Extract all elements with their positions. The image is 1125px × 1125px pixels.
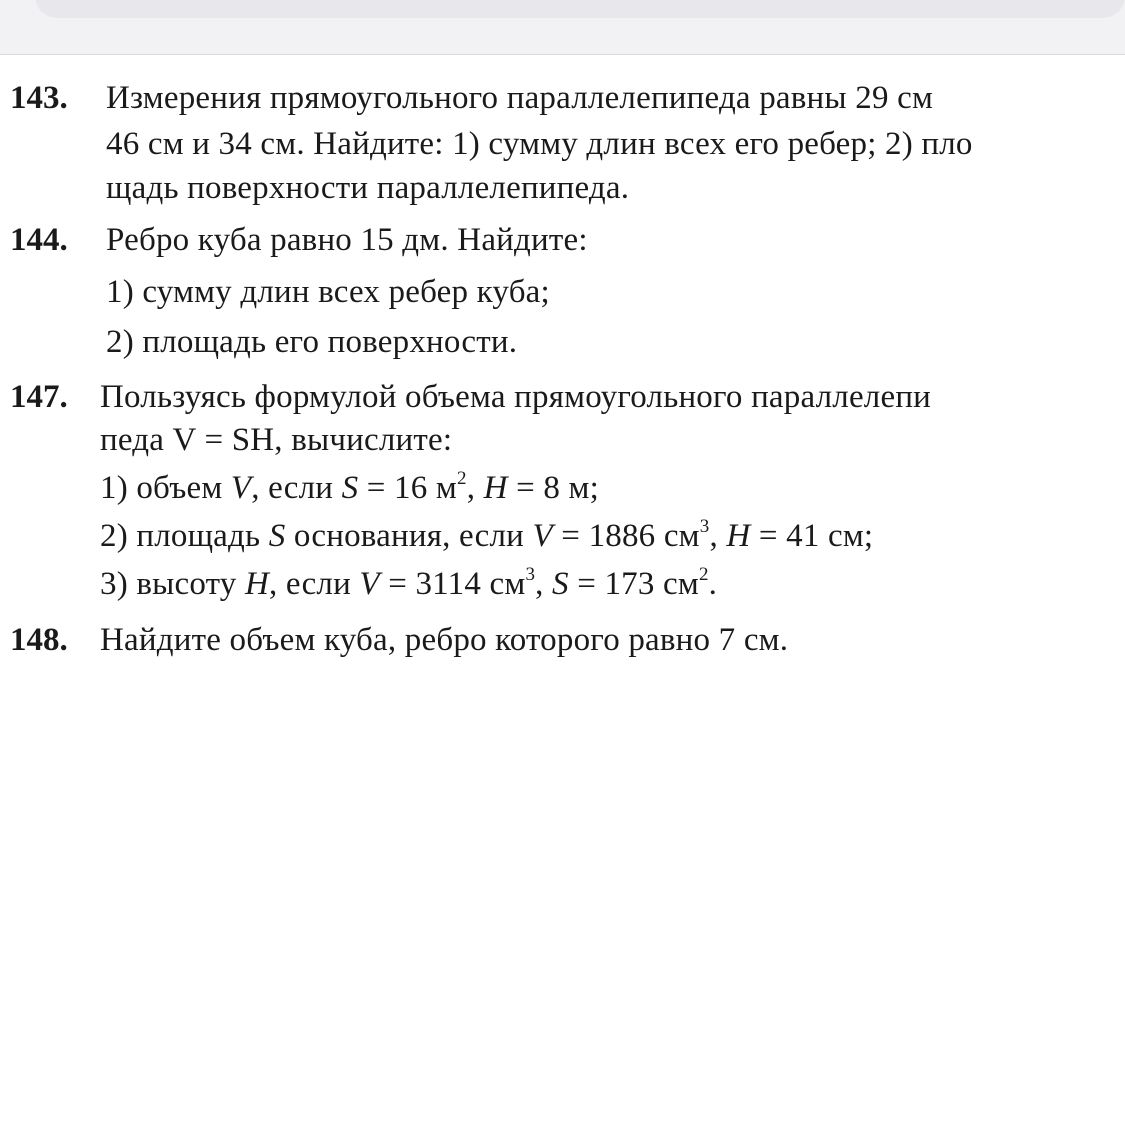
problem-number-144: 144. — [10, 222, 68, 258]
problem-147-line-1: Пользуясь формулой объема прямоугольного параллелепи — [100, 379, 932, 415]
problem-144-item-1: 1) сумму длин всех ребер куба; — [106, 274, 550, 310]
problem-number-147: 147. — [10, 379, 68, 415]
problem-148-line-1: Найдите объем куба, ребро которого равно 7 см. — [100, 622, 789, 658]
problem-147-item-1: 1) объем V, если S = 16 $м^2$, H = 8 м; — [100, 467, 599, 506]
problem-144-line-1: Ребро куба равно 15 дм. Найдите: — [106, 222, 588, 258]
problem-144-item-2: 2) площадь его поверхности. — [106, 324, 518, 360]
problem-number-143: 143. — [10, 80, 68, 116]
problem-number-148: 148. — [10, 622, 68, 658]
problem-147-item-2: 2) площадь S основания, если V = 1886 $см^3$, H = 41 см; — [100, 515, 874, 554]
problem-143-line-2: 46 см и 34 см. Найдите: 1) сумму длин всех его ребер; 2) пло — [106, 126, 973, 162]
problem-147-line-2: педа V = SH, вычислите: — [100, 422, 453, 458]
problem-143-line-3: щадь поверхности параллелепипеда. — [106, 170, 630, 206]
problem-147-item-3: 3) высоту H, если V = 3114 $см^3$, S = 173 $см^2$. — [100, 563, 718, 602]
problem-143-line-1: Измерения прямоугольного параллелепипеда равны 29 см — [106, 80, 934, 116]
